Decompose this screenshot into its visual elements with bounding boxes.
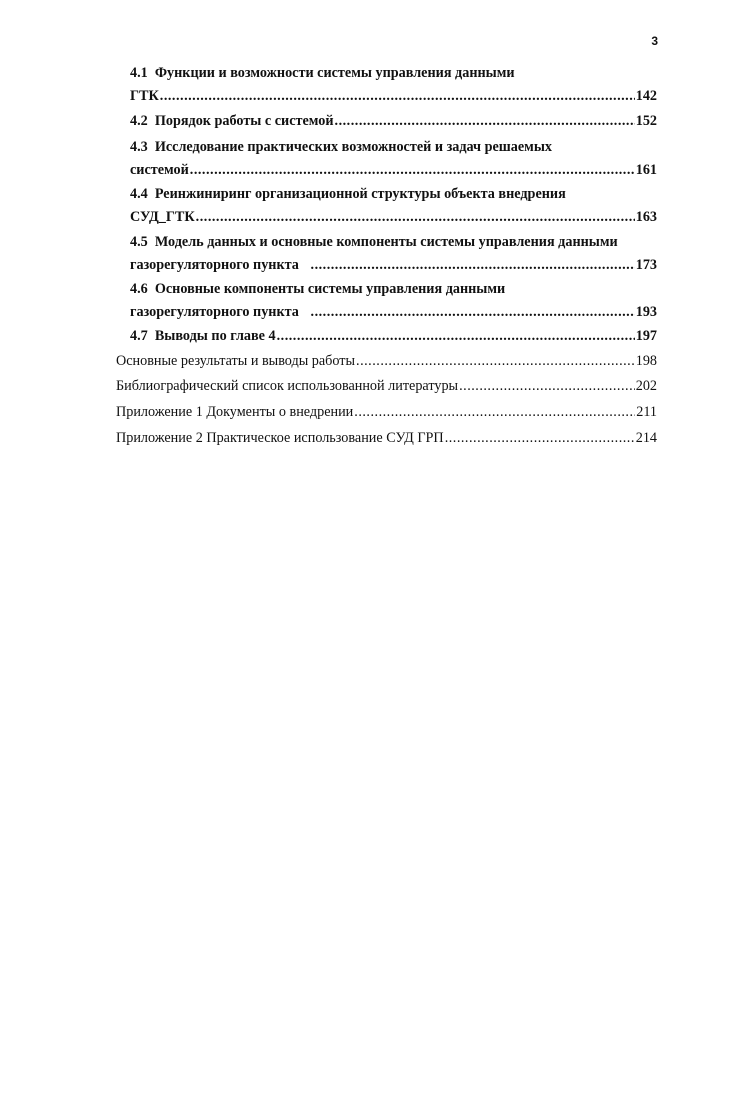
toc-entry-4-6[interactable] xyxy=(130,278,657,324)
toc-entry-number: 4.1 xyxy=(130,65,148,81)
toc-entry-page: 214 xyxy=(635,430,657,446)
toc-entry-title-line1: 4.3 Исследование практических возможностей и задач решаемых xyxy=(130,139,553,155)
toc-entry-title-line2: системой xyxy=(130,162,189,178)
toc-leader-dots xyxy=(445,427,635,450)
toc-entry-conclusions[interactable] xyxy=(116,350,657,373)
toc-leader-dots xyxy=(196,206,635,229)
toc-entry-title-line1: 4.4 Реинжиниринг организационной структуры объекта внедрения xyxy=(130,186,566,202)
toc-entry-page: 193 xyxy=(635,304,657,320)
toc-leader-dots xyxy=(311,301,635,324)
toc-entry-appendix-1[interactable] xyxy=(116,401,657,424)
toc-entry-bibliography[interactable] xyxy=(116,375,657,398)
toc-entry-number: 4.3 xyxy=(130,139,148,155)
toc-entry-4-2[interactable] xyxy=(130,110,657,133)
toc-leader-dots xyxy=(459,375,635,398)
toc-entry-title-line2: газорегуляторного пункта xyxy=(130,257,299,273)
toc-entry-number: 4.7 xyxy=(130,328,148,344)
toc-entry-page: 211 xyxy=(636,404,657,420)
toc-entry-title-line2: ГТК xyxy=(130,88,159,104)
toc-entry-page: 202 xyxy=(635,378,657,394)
toc-entry-title-line1: 4.6 Основные компоненты системы управления данными xyxy=(130,281,506,297)
toc-entry-4-1[interactable] xyxy=(130,62,657,108)
toc-entry-number: 4.5 xyxy=(130,234,148,250)
toc-entry-title: Приложение 1 Документы о внедрении xyxy=(116,404,354,420)
toc-leader-dots xyxy=(277,325,635,348)
toc-entry-number: 4.4 xyxy=(130,186,148,202)
toc-entry-page: 197 xyxy=(635,328,657,344)
toc-entry-title: Порядок работы с системой xyxy=(154,113,334,129)
page-number: 3 xyxy=(651,34,658,48)
toc-entry-4-7[interactable] xyxy=(130,325,657,348)
toc-leader-dots xyxy=(311,254,635,277)
toc-entry-number: 4.6 xyxy=(130,281,148,297)
toc-entry-title-line2: газорегуляторного пункта xyxy=(130,304,299,320)
toc-entry-title-line1: 4.5 Модель данных и основные компоненты системы управления данными xyxy=(130,234,618,250)
toc-entry-page: 142 xyxy=(635,88,657,104)
toc-entry-4-5[interactable] xyxy=(130,231,657,277)
toc-entry-page: 161 xyxy=(635,162,657,178)
toc-entry-page: 198 xyxy=(635,353,657,369)
toc-leader-dots xyxy=(160,85,635,108)
toc-leader-dots xyxy=(335,110,635,133)
toc-entry-title: Библиографический список использованной литературы xyxy=(116,378,459,394)
toc-leader-dots xyxy=(190,159,635,182)
toc-entry-appendix-2[interactable] xyxy=(116,427,657,450)
toc-leader-dots xyxy=(356,350,635,373)
toc-entry-title: Приложение 2 Практическое использование СУД ГРП xyxy=(116,430,444,446)
toc-entry-4-4[interactable] xyxy=(130,183,657,229)
toc-entry-page: 173 xyxy=(635,257,657,273)
toc-entry-title: Основные результаты и выводы работы xyxy=(116,353,356,369)
toc-leader-dots xyxy=(354,401,635,424)
toc-entry-title-line1: 4.1 Функции и возможности системы управления данными xyxy=(130,65,515,81)
toc-entry-title-line2: СУД_ГТК xyxy=(130,209,195,225)
toc-entry-4-3[interactable] xyxy=(130,136,657,182)
toc-entry-title: Выводы по главе 4 xyxy=(154,328,276,344)
toc-entry-page: 152 xyxy=(635,113,657,129)
toc-entry-page: 163 xyxy=(635,209,657,225)
toc-entry-number: 4.2 xyxy=(130,113,148,129)
